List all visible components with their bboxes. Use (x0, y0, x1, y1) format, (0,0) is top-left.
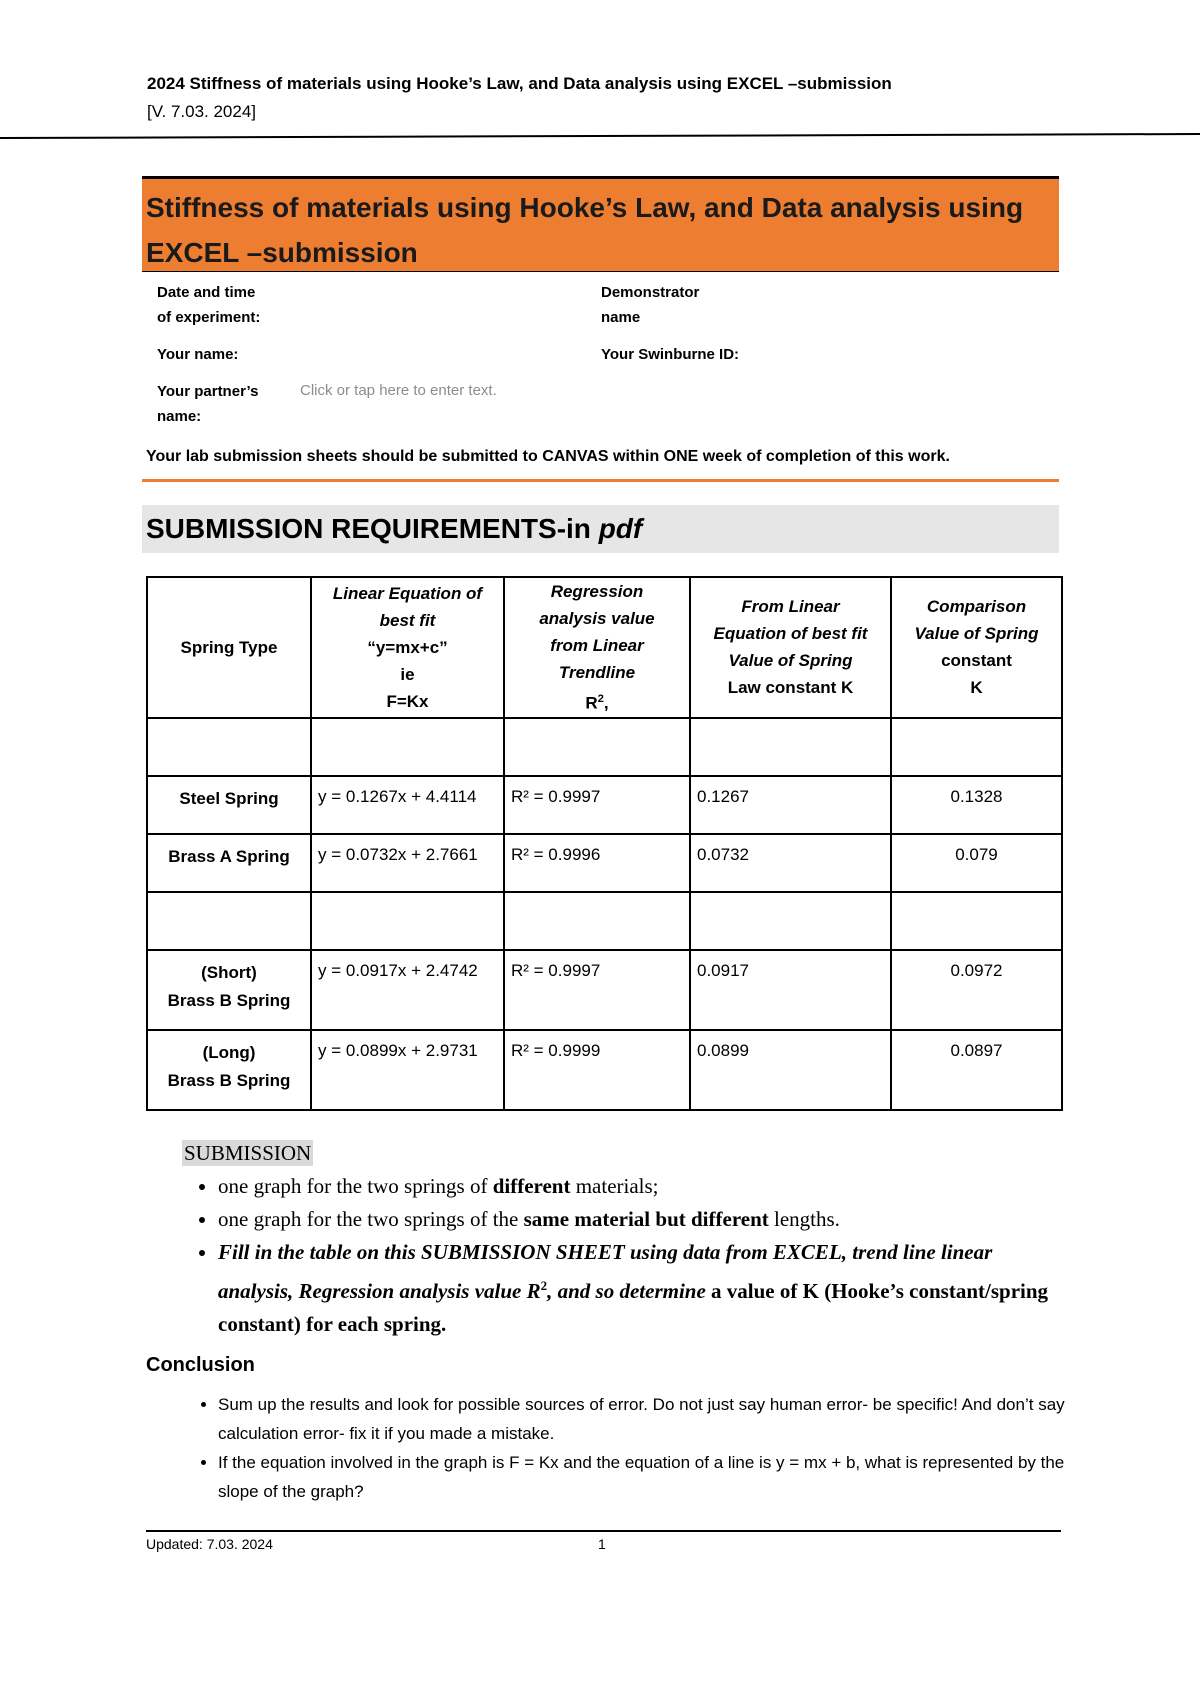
list-item: • Fill in the table on this SUBMISSION SHEET using data from EXCEL, trend line linear analysis, Regression analysis value $R^2$, and so determine a value of K (Hooke’s constant/spring constant) for each spring. (218, 1236, 1060, 1341)
row-k-compare: 0.1328 (891, 776, 1062, 834)
list-item: • one graph for the two springs of different materials; (218, 1170, 1060, 1203)
header-comparison: Comparison Value of Spring constant K (891, 577, 1062, 718)
row-equation: y = 0.1267x + 4.4114 (311, 776, 504, 834)
requirements-heading: SUBMISSION REQUIREMENTS-in pdf (142, 505, 1059, 553)
list-item: • one graph for the two springs of the same material but different lengths. (218, 1203, 1060, 1236)
submission-heading: SUBMISSION (184, 1141, 312, 1165)
table-row-empty (147, 892, 1062, 950)
row-equation: y = 0.0732x + 2.7661 (311, 834, 504, 892)
row-r2: R² = 0.9999 (504, 1030, 690, 1110)
title-line-1: Stiffness of materials using Hooke’s Law, and Data analysis using (146, 192, 1024, 223)
header-spring-type: Spring Type (147, 577, 311, 718)
list-item: • If the equation involved in the graph is F = Kx and the equation of a line is y = mx + b, what is represented by the slope of the graph? (218, 1448, 1070, 1506)
row-spring-type: Brass A Spring (147, 834, 311, 892)
footer-updated: Updated: 7.03. 2024 (146, 1536, 273, 1552)
table-row (147, 950, 1062, 1030)
row-spring-type: (Long) Brass B Spring (147, 1030, 311, 1110)
demonstrator-label: Demonstrator name (601, 284, 700, 326)
conclusion-heading: Conclusion (146, 1354, 255, 1376)
row-k-compare: 0.0972 (891, 950, 1062, 1030)
title-line-2: EXCEL –submission (146, 237, 418, 268)
results-table (146, 576, 1063, 1111)
submission-list (160, 1170, 1060, 1341)
row-spring-type: Steel Spring (147, 776, 311, 834)
table-header-row (147, 577, 1062, 718)
row-r2: R² = 0.9996 (504, 834, 690, 892)
row-equation: y = 0.0917x + 2.4742 (311, 950, 504, 1030)
table-row (147, 834, 1062, 892)
row-k-fit: 0.0899 (690, 1030, 891, 1110)
row-r2: R² = 0.9997 (504, 950, 690, 1030)
header-regression: Regression analysis value from Linear Trendline $R^2$, (504, 577, 690, 718)
header-linear-equation: Linear Equation of best fit “y=mx+c” ie F=Kx (311, 577, 504, 718)
row-r2: R² = 0.9997 (504, 776, 690, 834)
table-row (147, 776, 1062, 834)
your-name-label: Your name: (157, 346, 239, 363)
header-version: [V. 7.03. 2024] (147, 102, 257, 121)
row-k-fit: 0.0917 (690, 950, 891, 1030)
page-number: 1 (598, 1536, 606, 1552)
row-equation: y = 0.0899x + 2.9731 (311, 1030, 504, 1110)
header-from-linear: From Linear Equation of best fit Value of Spring Law constant K (690, 577, 891, 718)
row-k-compare: 0.079 (891, 834, 1062, 892)
row-k-fit: 0.1267 (690, 776, 891, 834)
header-rule (0, 133, 1200, 137)
submission-notice: Your lab submission sheets should be submitted to CANVAS within ONE week of completion of this work. (146, 448, 950, 465)
orange-divider (142, 479, 1059, 482)
title-banner (142, 176, 1059, 272)
date-label: Date and time of experiment: (157, 284, 261, 326)
row-k-compare: 0.0897 (891, 1030, 1062, 1110)
partner-name-label: Your partner’s name: (157, 383, 259, 425)
conclusion-list (160, 1390, 1070, 1506)
row-k-fit: 0.0732 (690, 834, 891, 892)
partner-name-input[interactable]: Click or tap here to enter text. (300, 382, 497, 399)
table-row-empty (147, 718, 1062, 776)
list-item: • Sum up the results and look for possible sources of error. Do not just say human error- be specific! And don’t say calculation error- fix it if you made a mistake. (218, 1390, 1070, 1448)
header-title: 2024 Stiffness of materials using Hooke’s Law, and Data analysis using EXCEL –submission (147, 74, 892, 93)
running-header (147, 70, 892, 126)
row-spring-type: (Short) Brass B Spring (147, 950, 311, 1030)
swinburne-id-label: Your Swinburne ID: (601, 346, 740, 363)
footer-rule (146, 1530, 1061, 1532)
table-row (147, 1030, 1062, 1110)
